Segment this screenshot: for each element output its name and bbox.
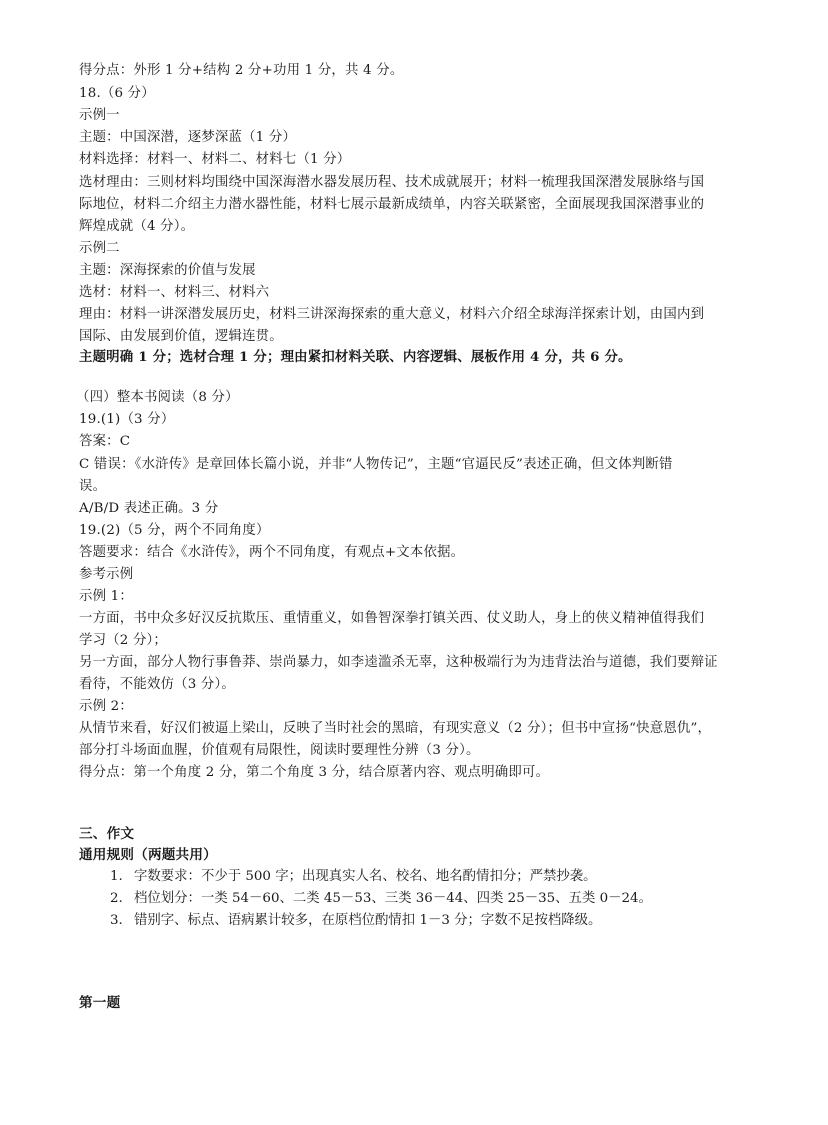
example-1-label: 示例一 xyxy=(79,108,120,123)
reference-example-1-line-3: 另一方面，部分人物行事鲁莽、崇尚暴力，如李逵滥杀无辜，这种极端行为为违背法治与道德，我们要辩证 xyxy=(79,655,718,670)
example-1-materials: 材料选择：材料一、材料二、材料七（1 分） xyxy=(79,152,351,167)
example-2-label: 示例二 xyxy=(79,241,120,256)
example-2-reason-line-1: 理由：材料一讲深潜发展历史，材料三讲深海探索的重大意义，材料六介绍全球海洋探索计划，由国内到 xyxy=(79,307,705,322)
scoring-point-17: 得分点：外形 1 分+结构 2 分+功用 1 分，共 4 分。 xyxy=(79,63,404,78)
example-2-materials: 选材：材料一、材料三、材料六 xyxy=(79,285,270,300)
general-rules-heading: 通用规则（两题共用） xyxy=(79,847,217,863)
section-4-heading: （四）整本书阅读（8 分） xyxy=(76,390,239,405)
rule-number: 3. xyxy=(110,913,123,928)
essay-question-1-heading: 第一题 xyxy=(79,995,121,1011)
reference-example-1-line-4: 看待，不能效仿（3 分）。 xyxy=(79,677,235,692)
question-19-2-requirement: 答题要求：结合《水浒传》，两个不同角度，有观点+文本依据。 xyxy=(79,545,465,560)
rule-number: 2. xyxy=(110,891,123,906)
section-3-essay-heading: 三、作文 xyxy=(79,826,135,842)
question-19-2-heading: 19.(2)（5 分，两个不同角度） xyxy=(79,523,270,538)
example-1-reason-line-3: 辉煌成就（4 分）。 xyxy=(79,219,195,234)
example-1-theme: 主题：中国深潜，逐梦深蓝（1 分） xyxy=(79,130,297,145)
example-1-reason-line-2: 际地位，材料二介绍主力潜水器性能，材料七展示最新成绩单，内容关联紧密，全面展现我国深潜事业的 xyxy=(79,197,705,212)
question-19-1-explanation-line-1: C 错误：《水浒传》是章回体长篇小说，并非“人物传记”，主题“官逼民反”表述正确，但文体判断错 xyxy=(79,457,673,472)
question-19-2-scoring: 得分点：第一个角度 2 分，第二个角度 3 分，结合原著内容、观点明确即可。 xyxy=(79,765,550,780)
rule-text: 档位划分：一类 54－60、二类 45－53、三类 36－44、四类 25－35、五类 0－24。 xyxy=(134,891,652,906)
rule-text: 字数要求：不少于 500 字；出现真实人名、校名、地名酌情扣分；严禁抄袭。 xyxy=(134,869,597,884)
example-2-reason-line-2: 国际、由发展到价值，逻辑连贯。 xyxy=(79,329,283,344)
reference-example-2-label: 示例 2： xyxy=(79,699,133,714)
question-19-1-heading: 19.(1)（3 分） xyxy=(79,412,175,427)
question-19-1-options: A/B/D 表述正确。3 分 xyxy=(79,501,219,516)
question-19-1-answer: 答案：C xyxy=(79,434,131,449)
reference-example-2-line-1: 从情节来看，好汉们被逼上梁山，反映了当时社会的黑暗，有现实意义（2 分）；但书中宣扬“快意恩仇”， xyxy=(79,721,712,736)
example-1-reason-line-1: 选材理由：三则材料均围绕中国深海潜水器发展历程、技术成就展开；材料一梳理我国深潜发展脉络与国 xyxy=(79,175,705,190)
rule-number: 1. xyxy=(110,869,123,884)
rule-text: 错别字、标点、语病累计较多，在原档位酌情扣 1－3 分；字数不足按档降级。 xyxy=(134,913,602,928)
reference-example-1-line-1: 一方面，书中众多好汉反抗欺压、重情重义，如鲁智深拳打镇关西、仗义助人，身上的侠义精神值得我们 xyxy=(79,611,705,626)
question-19-1-explanation-line-2: 误。 xyxy=(79,479,107,494)
question-18-scoring: 主题明确 1 分；选材合理 1 分；理由紧扣材料关联、内容逻辑、展板作用 4 分，共 6 分。 xyxy=(79,349,632,365)
reference-examples-label: 参考示例 xyxy=(79,567,134,582)
reference-example-1-line-2: 学习（2 分）； xyxy=(79,633,168,648)
question-18-heading: 18.（6 分） xyxy=(79,86,155,101)
example-2-theme: 主题：深海探索的价值与发展 xyxy=(79,263,256,278)
reference-example-2-line-2: 部分打斗场面血腥，价值观有局限性，阅读时要理性分辨（3 分）。 xyxy=(79,743,480,758)
reference-example-1-label: 示例 1： xyxy=(79,589,133,604)
